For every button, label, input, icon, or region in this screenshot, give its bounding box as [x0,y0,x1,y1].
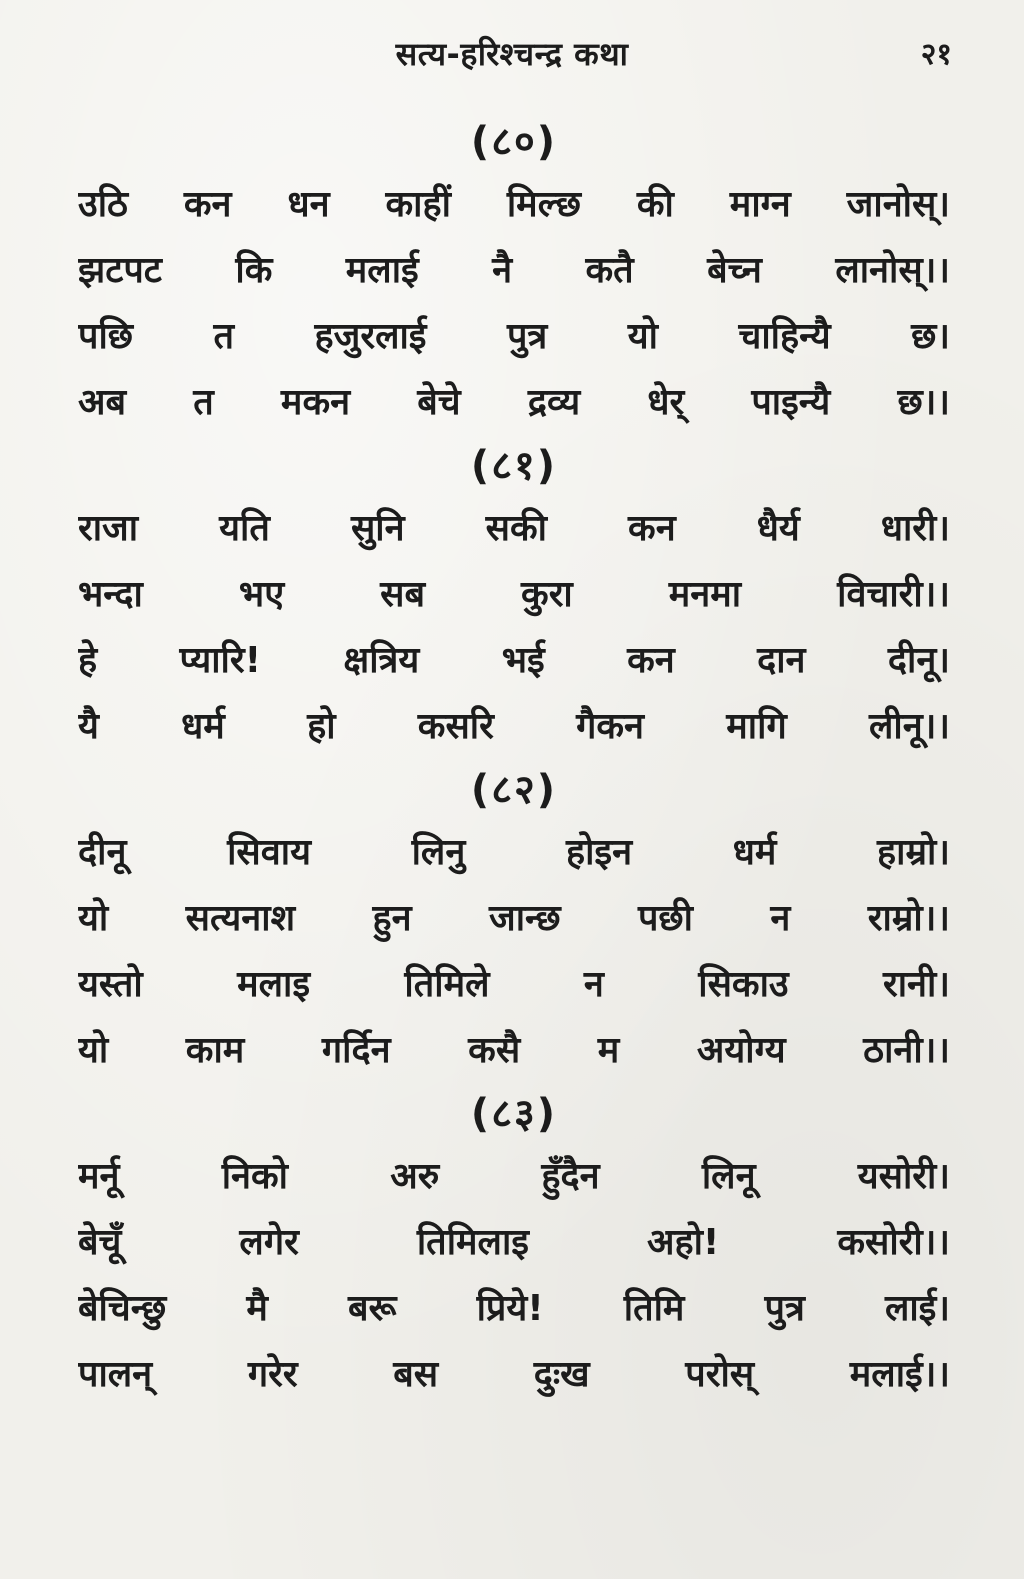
verse-line: अब त मकन बेचे द्रव्य धेर् पाइन्यै छ।। [78,382,950,423]
verse-line: यस्तो मलाइ तिमिले न सिकाउ रानी। [78,964,950,1005]
verse-line: पालन् गरेर बस दुःख परोस् मलाई।। [78,1354,950,1395]
verse-number: (८०) [470,119,558,165]
verse-line: हे प्यारि! क्षत्रिय भई कन दान दीनू। [78,640,950,681]
verse-80 [78,112,950,436]
verse-line: बेचिन्छु मै बरू प्रिये! तिमि पुत्र लाई। [78,1288,950,1329]
verse-line: उठि कन धन काहीं मिल्छ की माग्न जानोस्। [78,184,950,225]
verse-81 [78,436,950,760]
verse-line: यो काम गर्दिन कसै म अयोग्य ठानी।। [78,1030,950,1071]
verse-line: बेचूँ लगेर तिमिलाइ अहो! कसोरी।। [78,1222,950,1263]
verse-list [78,112,950,1408]
verse-82 [78,760,950,1084]
page-number: २१ [920,37,952,72]
verse-line: दीनू सिवाय लिनु होइन धर्म हाम्रो। [78,832,950,873]
verse-line: राजा यति सुनि सकी कन धैर्य धारी। [78,508,950,549]
verse-line: यो सत्यनाश हुन जान्छ पछी न राम्रो।। [78,898,950,939]
verse-83 [78,1084,950,1408]
running-title: सत्य-हरिश्चन्द्र कथा [395,35,629,73]
verse-line: भन्दा भए सब कुरा मनमा विचारी।। [78,574,950,615]
page-header [0,32,1024,82]
verse-number: (८२) [470,767,558,813]
verse-line: झटपट कि मलाई नै कतै बेच्न लानोस्।। [78,250,950,291]
verse-number: (८१) [470,443,558,489]
verse-line: मर्नू निको अरु हुँदैन लिनू यसोरी। [78,1156,950,1197]
verse-number: (८३) [470,1091,558,1137]
verse-line: यै धर्म हो कसरि गैकन मागि लीनू।। [78,706,950,747]
verse-line: पछि त हजुरलाई पुत्र यो चाहिन्यै छ। [78,316,950,357]
